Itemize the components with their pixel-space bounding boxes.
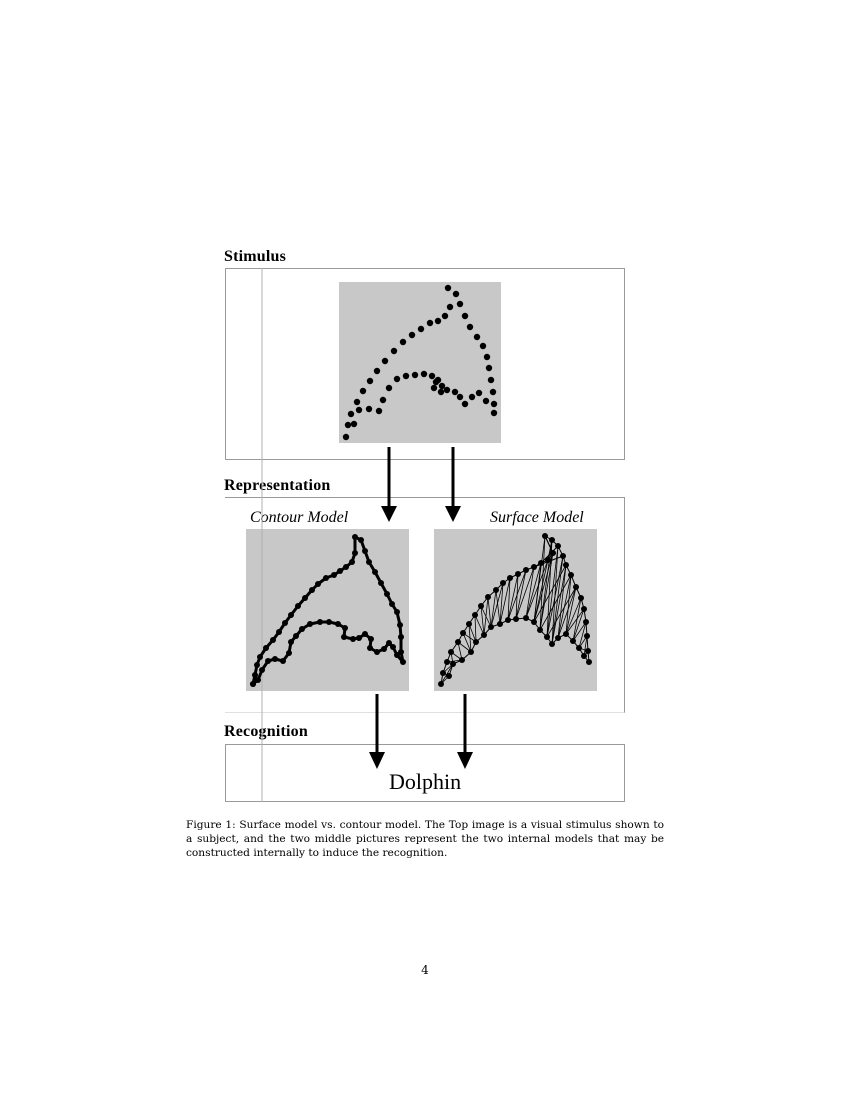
representation-label: Representation: [224, 477, 331, 494]
dot: [446, 673, 452, 679]
dot: [343, 564, 349, 570]
dot: [585, 648, 591, 654]
dot: [560, 553, 566, 559]
dot: [450, 661, 456, 667]
dot: [549, 537, 555, 543]
dot: [568, 572, 574, 578]
dot: [500, 580, 506, 586]
dot: [513, 616, 519, 622]
dot: [397, 622, 403, 628]
figure-caption: Figure 1: Surface model vs. contour model. The Top image is a visual stimulus shown to a subject, and the two middle pictures represent the two internal models that may be constructed internally to induce the recognition.: [186, 819, 664, 859]
dot: [257, 654, 263, 660]
dot: [288, 612, 294, 618]
dot: [573, 584, 579, 590]
dot: [381, 646, 387, 652]
dot: [505, 617, 511, 623]
dot: [250, 681, 256, 687]
dot: [439, 383, 445, 389]
dot: [254, 662, 260, 668]
dot: [583, 619, 589, 625]
dot: [478, 603, 484, 609]
dot: [356, 407, 362, 413]
dot: [335, 621, 341, 627]
dot: [280, 658, 286, 664]
dot: [476, 390, 482, 396]
dot: [457, 301, 463, 307]
dot: [386, 385, 392, 391]
dot: [488, 624, 494, 630]
arrowhead-stimulus-to-surface: [445, 506, 461, 522]
dot: [342, 625, 348, 631]
dot: [462, 313, 468, 319]
dot: [452, 389, 458, 395]
dot: [488, 377, 494, 383]
dot: [472, 612, 478, 618]
dot: [299, 626, 305, 632]
dot: [523, 615, 529, 621]
dot: [435, 318, 441, 324]
dot: [348, 411, 354, 417]
dot: [447, 304, 453, 310]
dot: [367, 645, 373, 651]
arrowhead-contour-to-recognition: [369, 752, 385, 769]
dot: [252, 672, 258, 678]
dot: [584, 633, 590, 639]
dot: [272, 656, 278, 662]
dot: [531, 619, 537, 625]
dot: [366, 406, 372, 412]
dot: [378, 580, 384, 586]
dot: [438, 681, 444, 687]
dot: [376, 408, 382, 414]
dot: [326, 619, 332, 625]
recognition-result: Dolphin: [389, 769, 462, 794]
dot: [515, 571, 521, 577]
dot: [581, 606, 587, 612]
surface-model-drawing: [438, 533, 592, 687]
dot: [453, 291, 459, 297]
dot: [398, 634, 404, 640]
dot: [555, 635, 561, 641]
dot: [576, 645, 582, 651]
arrowhead-stimulus-to-contour: [381, 506, 397, 522]
dot: [382, 358, 388, 364]
dot: [444, 387, 450, 393]
dot: [444, 659, 450, 665]
dot: [380, 397, 386, 403]
mesh-edge: [481, 606, 484, 635]
arrowhead-surface-to-recognition: [457, 752, 473, 769]
dot: [531, 564, 537, 570]
dot: [323, 575, 329, 581]
dot: [349, 559, 355, 565]
mesh-edge: [552, 556, 563, 644]
page-number: 4: [421, 963, 429, 977]
dot: [445, 285, 451, 291]
dot: [394, 609, 400, 615]
dot: [403, 373, 409, 379]
dot: [386, 640, 392, 646]
dot: [270, 637, 276, 643]
dot: [350, 636, 356, 642]
dot: [362, 548, 368, 554]
dot: [586, 659, 592, 665]
dot: [429, 373, 435, 379]
dot: [550, 550, 556, 556]
dot: [578, 595, 584, 601]
dot: [409, 332, 415, 338]
dot: [455, 639, 461, 645]
dot: [412, 372, 418, 378]
dot: [497, 621, 503, 627]
dot: [352, 550, 358, 556]
dot: [440, 670, 446, 676]
mesh-edge: [547, 587, 576, 637]
dot: [460, 630, 466, 636]
contour-model-title: Contour Model: [250, 509, 349, 526]
dot: [549, 641, 555, 647]
dot: [433, 379, 439, 385]
mesh-edge: [484, 597, 488, 635]
dot: [481, 632, 487, 638]
dot: [331, 572, 337, 578]
dot: [389, 601, 395, 607]
dot: [394, 652, 400, 658]
dot: [468, 649, 474, 655]
dot: [293, 633, 299, 639]
dot: [302, 595, 308, 601]
dot: [374, 368, 380, 374]
dot: [391, 348, 397, 354]
dot: [466, 621, 472, 627]
dot: [469, 394, 475, 400]
dot: [563, 562, 569, 568]
dot: [352, 534, 358, 540]
dot: [431, 385, 437, 391]
mesh-edge: [491, 590, 496, 627]
dot: [374, 649, 380, 655]
dot: [491, 410, 497, 416]
dot: [400, 339, 406, 345]
dot: [259, 667, 265, 673]
dot: [486, 365, 492, 371]
dot: [473, 639, 479, 645]
dot: [341, 634, 347, 640]
dot: [255, 677, 261, 683]
dot: [438, 389, 444, 395]
dot: [490, 389, 496, 395]
dot: [309, 587, 315, 593]
dot: [265, 658, 271, 664]
dot: [563, 631, 569, 637]
dot: [358, 537, 364, 543]
dot: [467, 324, 473, 330]
dot: [480, 343, 486, 349]
dot: [366, 559, 372, 565]
dot: [448, 649, 454, 655]
dot: [459, 657, 465, 663]
dot: [507, 575, 513, 581]
mesh-edge: [475, 615, 476, 642]
dot: [354, 399, 360, 405]
recognition-label: Recognition: [224, 723, 308, 740]
dot: [362, 631, 368, 637]
dot: [491, 401, 497, 407]
stimulus-label: Stimulus: [224, 248, 287, 265]
dot: [538, 560, 544, 566]
dot: [367, 378, 373, 384]
dot: [356, 635, 362, 641]
dot: [555, 543, 561, 549]
dot: [570, 638, 576, 644]
dot: [317, 619, 323, 625]
mesh-edge: [566, 575, 571, 634]
dot: [462, 401, 468, 407]
dot: [537, 627, 543, 633]
contour-model-drawing: [250, 534, 406, 687]
dot: [295, 603, 301, 609]
dot: [581, 653, 587, 659]
dot: [315, 581, 321, 587]
dot: [372, 569, 378, 575]
dot: [343, 434, 349, 440]
dot: [394, 376, 400, 382]
dot: [400, 659, 406, 665]
dot: [286, 650, 292, 656]
dot: [288, 639, 294, 645]
arrows: [369, 447, 473, 769]
dot: [421, 371, 427, 377]
dot: [345, 422, 351, 428]
dot: [351, 421, 357, 427]
dot: [493, 587, 499, 593]
dot: [544, 634, 550, 640]
dot: [474, 334, 480, 340]
dot: [545, 557, 551, 563]
dot: [542, 533, 548, 539]
dot: [307, 621, 313, 627]
dot: [384, 591, 390, 597]
dot: [368, 636, 374, 642]
dot: [442, 313, 448, 319]
dot: [282, 620, 288, 626]
dot: [418, 326, 424, 332]
dot: [337, 568, 343, 574]
dot: [484, 354, 490, 360]
dot: [427, 320, 433, 326]
dot: [263, 645, 269, 651]
dot: [483, 398, 489, 404]
dot: [360, 388, 366, 394]
dot: [276, 629, 282, 635]
dot: [457, 394, 463, 400]
stimulus-dot-pattern: [343, 285, 497, 440]
surface-model-title: Surface Model: [490, 509, 584, 526]
dot: [485, 594, 491, 600]
dot: [523, 567, 529, 573]
